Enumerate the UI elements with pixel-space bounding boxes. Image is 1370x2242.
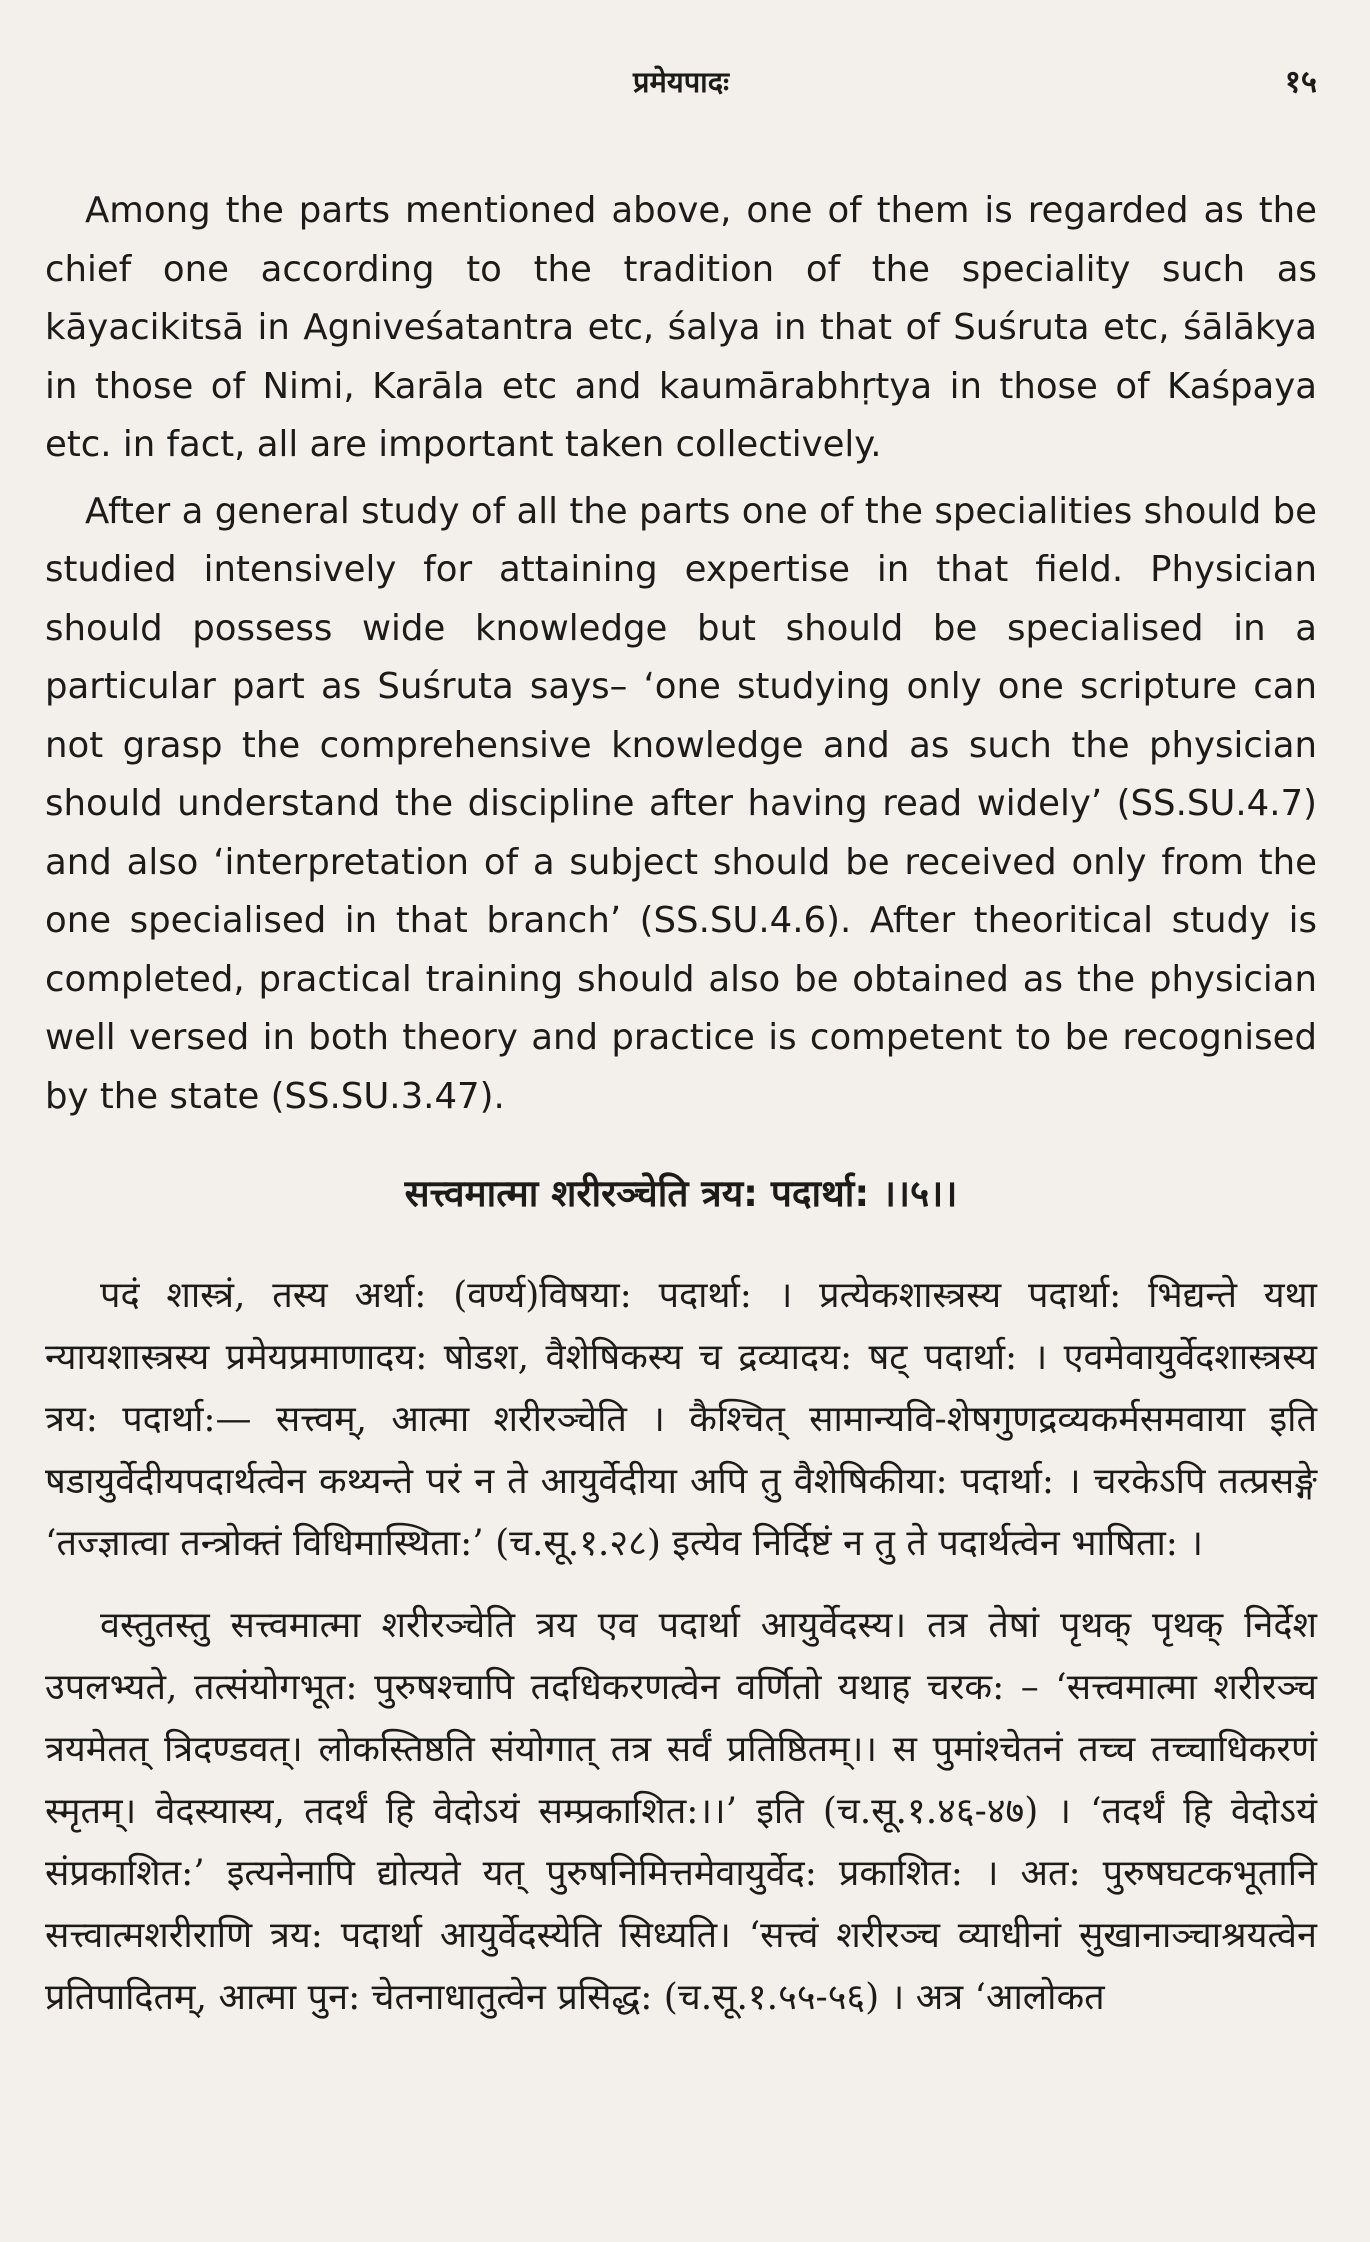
english-paragraph-2: After a general study of all the parts one of the specialities should be studied intensively for attaining expertise in that field. Physician should possess wide knowledge but should be specialised in a particular part as Suśruta says– ‘one studying only one scripture can not grasp the comprehensive knowledge and as such the physician should understand the discipline after having read widely’ (SS.SU.4.7) and also ‘interpretation of a subject should be received only from the one specialised in that branch’ (SS.SU.4.6). After theoritical study is completed, practical training should also be obtained as the physician well versed in both theory and practice is competent to be recognised by the state (SS.SU.3.47).	[45, 490, 1317, 1117]
sanskrit-paragraph-1: पदं शास्त्रं, तस्य अर्था: (वर्ण्य)विषया: पदार्था: । प्रत्येकशास्त्रस्य पदार्था: भिद्यन्ते यथा न्यायशास्त्रस्य प्रमेयप्रमाणादय: षोडश, वैशेषिकस्य च द्रव्यादय: षट् पदार्था: । एवमेवायुर्वेदशास्त्रस्य त्रय: पदार्था:— सत्त्वम्, आत्मा शरीरञ्चेति । कैश्चित् सामान्यवि-शेषगुणद्रव्यकर्मसमवाया इति षडायुर्वेदीयपदार्थत्वेन कथ्यन्ते परं न ते आयुर्वेदीया अपि तु वैशेषिकीया: पदार्था: । चरकेऽपि तत्प्रसङ्गे ‘तज्ज्ञात्वा तन्त्रोक्तं विधिमास्थिता:’ (च.सू.१.२८) इत्येव निर्दिष्टं न तु ते पदार्थत्वेन भाषिता: ।	[45, 1275, 1317, 1564]
running-header	[45, 40, 1317, 110]
sanskrit-paragraph-2: वस्तुतस्तु सत्त्वमात्मा शरीरञ्चेति त्रय एव पदार्था आयुर्वेदस्य। तत्र तेषां पृथक् पृथक् निर्देश उपलभ्यते, तत्संयोगभूत: पुरुषश्चापि तदधिकरणत्वेन वर्णितो यथाह चरक: – ‘सत्त्वमात्मा शरीरञ्च त्रयमेतत् त्रिदण्डवत्। लोकस्तिष्ठति संयोगात् तत्र सर्वं प्रतिष्ठितम्।। स पुमांश्चेतनं तच्च तच्चाधिकरणं स्मृतम्। वेदस्यास्य, तदर्थं हि वेदोऽयं सम्प्रकाशित:।।’ इति (च.सू.१.४६-४७) । ‘तदर्थं हि वेदोऽयं संप्रकाशित:’ इत्यनेनापि द्योत्यते यत् पुरुषनिमित्तमेवायुर्वेद: प्रकाशित: । अत: पुरुषघटकभूतानि सत्त्वात्मशरीराणि त्रय: पदार्था आयुर्वेदस्येति सिध्यति। ‘सत्त्वं शरीरञ्च व्याधीनां सुखानाञ्चाश्रयत्वेन प्रतिपादितम्, आत्मा पुन: चेतनाधातुत्वेन प्रसिद्ध: (च.सू.१.५५-५६) । अत्र ‘आलोकत	[45, 1605, 1317, 2018]
sutra-verse: सत्त्वमात्मा शरीरञ्चेति त्रय: पदार्था: ।।५।।	[404, 1172, 958, 1215]
book-page	[45, 40, 1317, 2220]
running-title: प्रमेयपादः	[633, 65, 729, 99]
english-paragraph-1: Among the parts mentioned above, one of them is regarded as the chief one according to the tradition of the speciality such as kāyacikitsā in Agniveśatantra etc, śalya in that of Suśruta etc, śālākya in those of Nimi, Karāla etc and kaumārabhṛtya in those of Kaśpaya etc. in fact, all are important taken collectively.	[45, 190, 1317, 465]
page-number: १५	[1284, 64, 1317, 100]
